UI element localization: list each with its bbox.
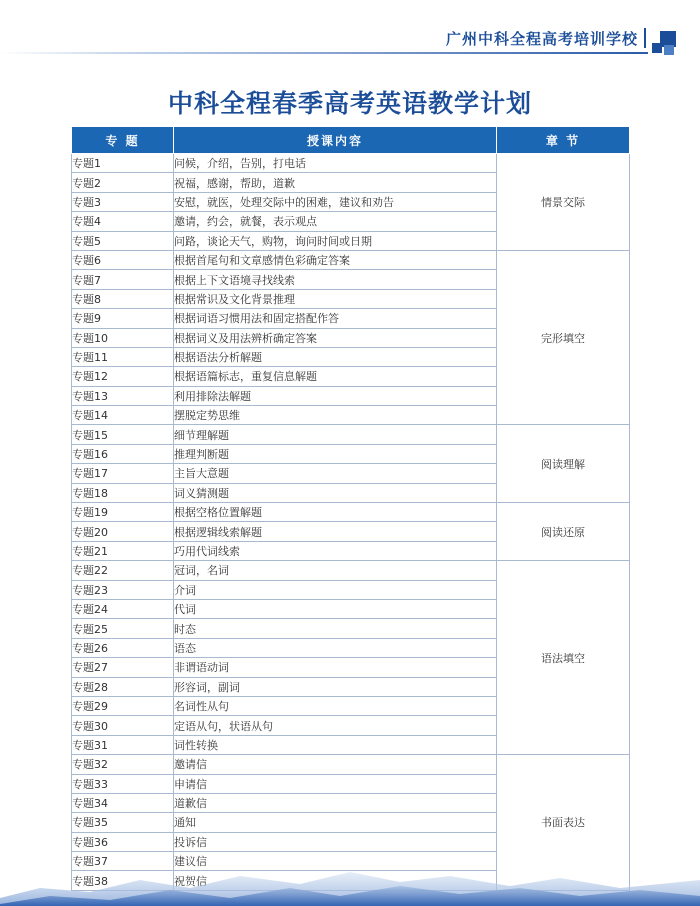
topic-cell: 专题36 — [72, 832, 174, 851]
topic-cell: 专题4 — [72, 212, 174, 231]
teaching-plan-table — [71, 126, 630, 891]
content-cell: 非谓语动词 — [174, 658, 497, 677]
content-cell: 祝贺信 — [174, 871, 497, 890]
table-body — [72, 154, 630, 891]
topic-cell: 专题22 — [72, 561, 174, 580]
topic-cell: 专题3 — [72, 192, 174, 211]
column-header-chapter: 章 节 — [497, 127, 630, 154]
school-name: 广州中科全程高考培训学校 — [445, 30, 638, 48]
table-row — [72, 561, 630, 580]
content-cell: 摆脱定势思维 — [174, 406, 497, 425]
content-cell: 语态 — [174, 638, 497, 657]
content-cell: 道歉信 — [174, 793, 497, 812]
topic-cell: 专题11 — [72, 347, 174, 366]
content-cell: 根据空格位置解题 — [174, 503, 497, 522]
content-cell: 根据逻辑线索解题 — [174, 522, 497, 541]
topic-cell: 专题27 — [72, 658, 174, 677]
content-cell: 祝福，感谢，帮助，道歉 — [174, 173, 497, 192]
content-cell: 根据词义及用法辨析确定答案 — [174, 328, 497, 347]
topic-cell: 专题2 — [72, 173, 174, 192]
content-cell: 利用排除法解题 — [174, 386, 497, 405]
content-cell: 主旨大意题 — [174, 464, 497, 483]
topic-cell: 专题10 — [72, 328, 174, 347]
content-cell: 形容词，副词 — [174, 677, 497, 696]
content-cell: 根据上下文语境寻找线索 — [174, 270, 497, 289]
content-cell: 通知 — [174, 813, 497, 832]
chapter-cell: 阅读理解 — [497, 425, 630, 503]
table-row — [72, 503, 630, 522]
content-cell: 细节理解题 — [174, 425, 497, 444]
topic-cell: 专题30 — [72, 716, 174, 735]
topic-cell: 专题25 — [72, 619, 174, 638]
topic-cell: 专题7 — [72, 270, 174, 289]
topic-cell: 专题19 — [72, 503, 174, 522]
content-cell: 投诉信 — [174, 832, 497, 851]
topic-cell: 专题24 — [72, 599, 174, 618]
topic-cell: 专题9 — [72, 309, 174, 328]
topic-cell: 专题21 — [72, 541, 174, 560]
page-header — [0, 0, 700, 60]
content-cell: 根据语篇标志，重复信息解题 — [174, 367, 497, 386]
topic-cell: 专题12 — [72, 367, 174, 386]
content-cell: 推理判断题 — [174, 444, 497, 463]
topic-cell: 专题31 — [72, 735, 174, 754]
chapter-cell: 语法填空 — [497, 561, 630, 755]
content-cell: 问候，介绍，告别，打电话 — [174, 154, 497, 173]
topic-cell: 专题35 — [72, 813, 174, 832]
topic-cell: 专题26 — [72, 638, 174, 657]
content-cell: 邀请信 — [174, 755, 497, 774]
topic-cell: 专题34 — [72, 793, 174, 812]
topic-cell: 专题23 — [72, 580, 174, 599]
content-cell: 问路，谈论天气，购物，询问时间或日期 — [174, 231, 497, 250]
content-cell: 词性转换 — [174, 735, 497, 754]
chapter-cell: 完形填空 — [497, 250, 630, 425]
content-cell: 时态 — [174, 619, 497, 638]
content-cell: 冠词，名词 — [174, 561, 497, 580]
content-cell: 根据首尾句和文章感情色彩确定答案 — [174, 250, 497, 269]
chapter-cell: 阅读还原 — [497, 503, 630, 561]
header-divider — [644, 28, 646, 48]
content-cell: 巧用代词线索 — [174, 541, 497, 560]
topic-cell: 专题14 — [72, 406, 174, 425]
topic-cell: 专题29 — [72, 696, 174, 715]
table-row — [72, 154, 630, 173]
table-row — [72, 425, 630, 444]
content-cell: 代词 — [174, 599, 497, 618]
content-cell: 根据常识及文化背景推理 — [174, 289, 497, 308]
column-header-topic: 专 题 — [72, 127, 174, 154]
topic-cell: 专题33 — [72, 774, 174, 793]
column-header-content: 授课内容 — [174, 127, 497, 154]
header-rule — [0, 52, 648, 54]
table-row — [72, 250, 630, 269]
content-cell: 建议信 — [174, 852, 497, 871]
table-header-row — [72, 127, 630, 154]
content-cell: 邀请，约会，就餐，表示观点 — [174, 212, 497, 231]
chapter-cell: 情景交际 — [497, 154, 630, 251]
topic-cell: 专题38 — [72, 871, 174, 890]
content-cell: 安慰，就医，处理交际中的困难，建议和劝告 — [174, 192, 497, 211]
content-cell: 定语从句，状语从句 — [174, 716, 497, 735]
squares-logo-icon — [652, 31, 676, 55]
topic-cell: 专题16 — [72, 444, 174, 463]
topic-cell: 专题32 — [72, 755, 174, 774]
chapter-cell: 书面表达 — [497, 755, 630, 891]
topic-cell: 专题5 — [72, 231, 174, 250]
topic-cell: 专题20 — [72, 522, 174, 541]
topic-cell: 专题15 — [72, 425, 174, 444]
content-cell: 词义猜测题 — [174, 483, 497, 502]
content-cell: 名词性从句 — [174, 696, 497, 715]
topic-cell: 专题28 — [72, 677, 174, 696]
topic-cell: 专题18 — [72, 483, 174, 502]
content-cell: 介词 — [174, 580, 497, 599]
table-row — [72, 755, 630, 774]
topic-cell: 专题13 — [72, 386, 174, 405]
topic-cell: 专题1 — [72, 154, 174, 173]
mountain-decoration — [0, 858, 700, 906]
topic-cell: 专题8 — [72, 289, 174, 308]
topic-cell: 专题37 — [72, 852, 174, 871]
document-title: 中科全程春季高考英语教学计划 — [167, 89, 532, 118]
content-cell: 申请信 — [174, 774, 497, 793]
topic-cell: 专题6 — [72, 250, 174, 269]
content-cell: 根据词语习惯用法和固定搭配作答 — [174, 309, 497, 328]
topic-cell: 专题17 — [72, 464, 174, 483]
content-cell: 根据语法分析解题 — [174, 347, 497, 366]
